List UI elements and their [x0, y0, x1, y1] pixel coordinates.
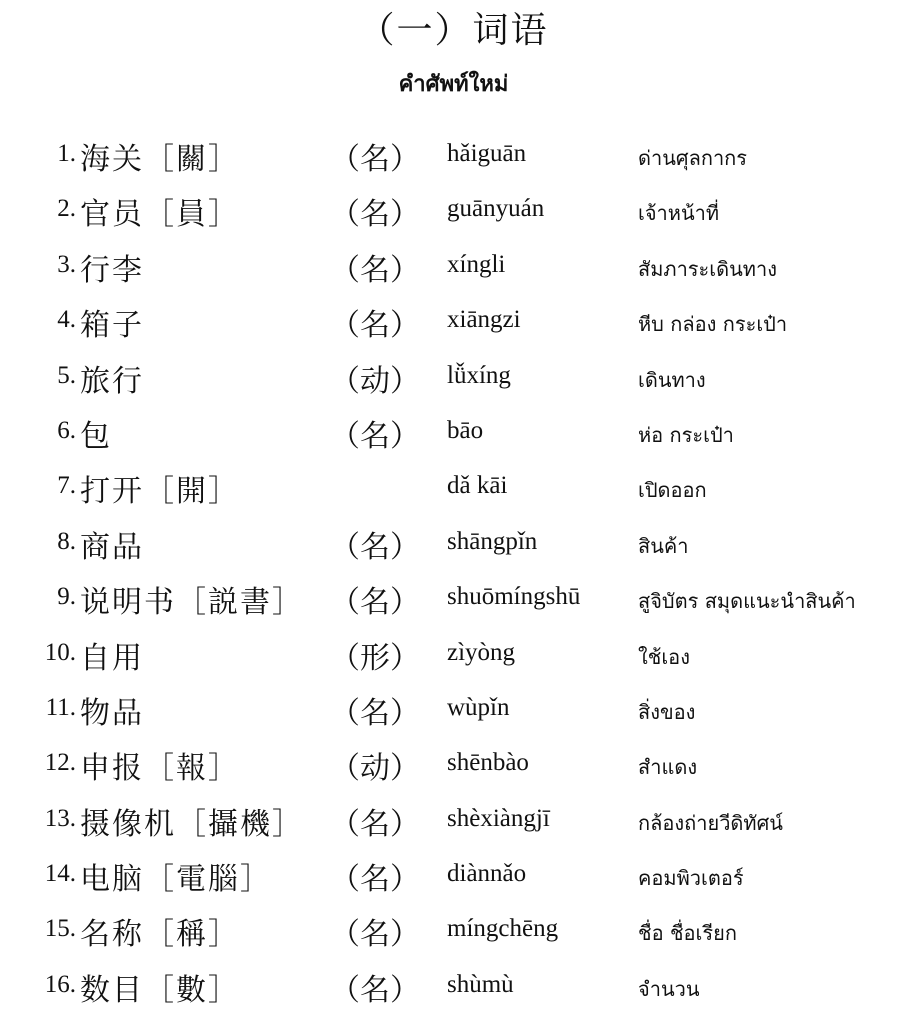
vocab-meaning: เจ้าหน้าที่ [638, 201, 720, 226]
vocab-word: 行李 [80, 252, 144, 288]
section-title: （一）词语 [358, 10, 549, 51]
vocab-word: 电脑［電腦］ [80, 862, 272, 898]
vocab-row [0, 183, 907, 238]
vocab-meaning: คอมพิวเตอร์ [638, 866, 744, 891]
vocab-part-of-speech: （形） [330, 640, 420, 676]
vocab-word: 名称［稱］ [80, 917, 240, 953]
vocab-row [0, 903, 907, 958]
vocab-number: 15. [44, 915, 76, 943]
vocab-pinyin: zìyòng [447, 638, 516, 666]
vocab-pinyin: bāo [447, 416, 484, 444]
vocab-number: 2. [57, 195, 76, 223]
vocab-part-of-speech: （名） [330, 529, 420, 565]
vocab-word: 商品 [80, 529, 144, 565]
vocab-row [0, 294, 907, 349]
vocab-row [0, 571, 907, 626]
vocab-number: 13. [44, 804, 76, 832]
vocab-part-of-speech: （名） [330, 695, 420, 731]
vocab-number: 7. [57, 472, 76, 500]
vocab-number: 8. [57, 527, 76, 555]
vocab-number: 9. [57, 583, 76, 611]
vocab-meaning: สูจิบัตร สมุดแนะนำสินค้า [638, 589, 856, 614]
vocab-pinyin: xiāngzi [447, 306, 521, 334]
vocab-number: 1. [57, 140, 76, 167]
vocab-part-of-speech: （名） [330, 917, 420, 953]
vocab-number: 14. [44, 860, 76, 888]
vocab-number: 16. [44, 970, 76, 998]
vocab-word: 官员［員］ [80, 197, 240, 233]
vocab-meaning: เปิดออก [638, 478, 707, 503]
vocab-row [0, 682, 907, 737]
vocab-pinyin: míngchēng [447, 915, 559, 943]
vocab-pinyin: shèxiàngjī [447, 804, 550, 832]
vocab-meaning: สิ่งของ [638, 699, 696, 724]
vocab-word: 说明书［説書］ [80, 585, 304, 621]
vocab-pinyin: shùmù [447, 970, 514, 998]
vocab-meaning: หีบ กล่อง กระเป๋า [638, 312, 788, 337]
vocab-meaning: สัมภาระเดินทาง [638, 256, 777, 281]
vocab-meaning: สำแดง [638, 755, 698, 780]
vocab-part-of-speech: （动） [330, 363, 420, 399]
vocab-row [0, 350, 907, 405]
vocab-number: 6. [57, 416, 76, 444]
vocab-number: 4. [57, 306, 76, 334]
vocab-meaning: ด่านศุลกากร [638, 146, 748, 170]
vocab-word: 自用 [80, 640, 144, 676]
vocab-row [0, 128, 907, 183]
vocab-number: 3. [57, 250, 76, 278]
vocabulary-list [0, 128, 907, 1014]
vocab-word: 物品 [80, 695, 144, 731]
vocab-pinyin: guānyuán [447, 195, 545, 223]
vocab-number: 12. [44, 749, 76, 777]
vocab-part-of-speech: （动） [330, 751, 420, 787]
vocab-part-of-speech: （名） [330, 197, 420, 233]
vocab-row [0, 848, 907, 903]
vocab-word: 打开［開］ [80, 474, 240, 510]
section-subtitle: คำศัพท์ใหม่ [398, 72, 509, 97]
vocab-word: 旅行 [80, 363, 144, 399]
vocab-meaning: สินค้า [638, 533, 689, 558]
vocab-number: 5. [57, 361, 76, 389]
vocab-pinyin: xíngli [447, 250, 506, 278]
vocab-pinyin: wùpǐn [447, 693, 510, 721]
vocab-row [0, 627, 907, 682]
vocab-number: 10. [44, 638, 76, 666]
vocab-part-of-speech: （名） [330, 585, 420, 621]
vocab-pinyin: dǎ kāi [447, 472, 508, 500]
vocab-meaning: ใช้เอง [638, 644, 690, 669]
vocab-meaning: กล้องถ่ายวีดิทัศน์ [638, 810, 783, 835]
vocab-meaning: ชื่อ ชื่อเรียก [638, 921, 737, 946]
vocab-row [0, 959, 907, 1014]
vocab-meaning: เดินทาง [638, 367, 706, 392]
vocab-row [0, 793, 907, 848]
vocab-pinyin: diànnǎo [447, 860, 527, 888]
vocab-part-of-speech: （名） [330, 142, 420, 177]
vocab-pinyin: hǎiguān [447, 140, 527, 167]
vocab-pinyin: shēnbào [447, 749, 529, 777]
vocab-row [0, 516, 907, 571]
vocab-row [0, 405, 907, 460]
vocab-pinyin: lǚxíng [447, 361, 511, 389]
vocab-word: 包 [80, 418, 112, 454]
vocab-word: 箱子 [80, 308, 144, 344]
vocab-part-of-speech: （名） [330, 972, 420, 1008]
vocab-row [0, 239, 907, 294]
vocab-row [0, 737, 907, 792]
vocab-row [0, 460, 907, 515]
vocab-part-of-speech: （名） [330, 418, 420, 454]
vocab-part-of-speech: （名） [330, 862, 420, 898]
vocab-meaning: ห่อ กระเป๋า [638, 422, 734, 447]
vocab-part-of-speech: （名） [330, 252, 420, 288]
vocab-part-of-speech: （名） [330, 806, 420, 842]
vocab-word: 数目［數］ [80, 972, 240, 1008]
vocab-meaning: จำนวน [638, 976, 700, 1001]
vocab-word: 摄像机［攝機］ [80, 806, 304, 842]
vocab-number: 11. [45, 693, 76, 721]
vocab-pinyin: shuōmíngshū [447, 583, 581, 611]
vocab-word: 申报［報］ [80, 751, 240, 787]
vocab-pinyin: shāngpǐn [447, 527, 538, 555]
vocab-word: 海关［關］ [80, 142, 240, 177]
vocab-part-of-speech: （名） [330, 308, 420, 344]
